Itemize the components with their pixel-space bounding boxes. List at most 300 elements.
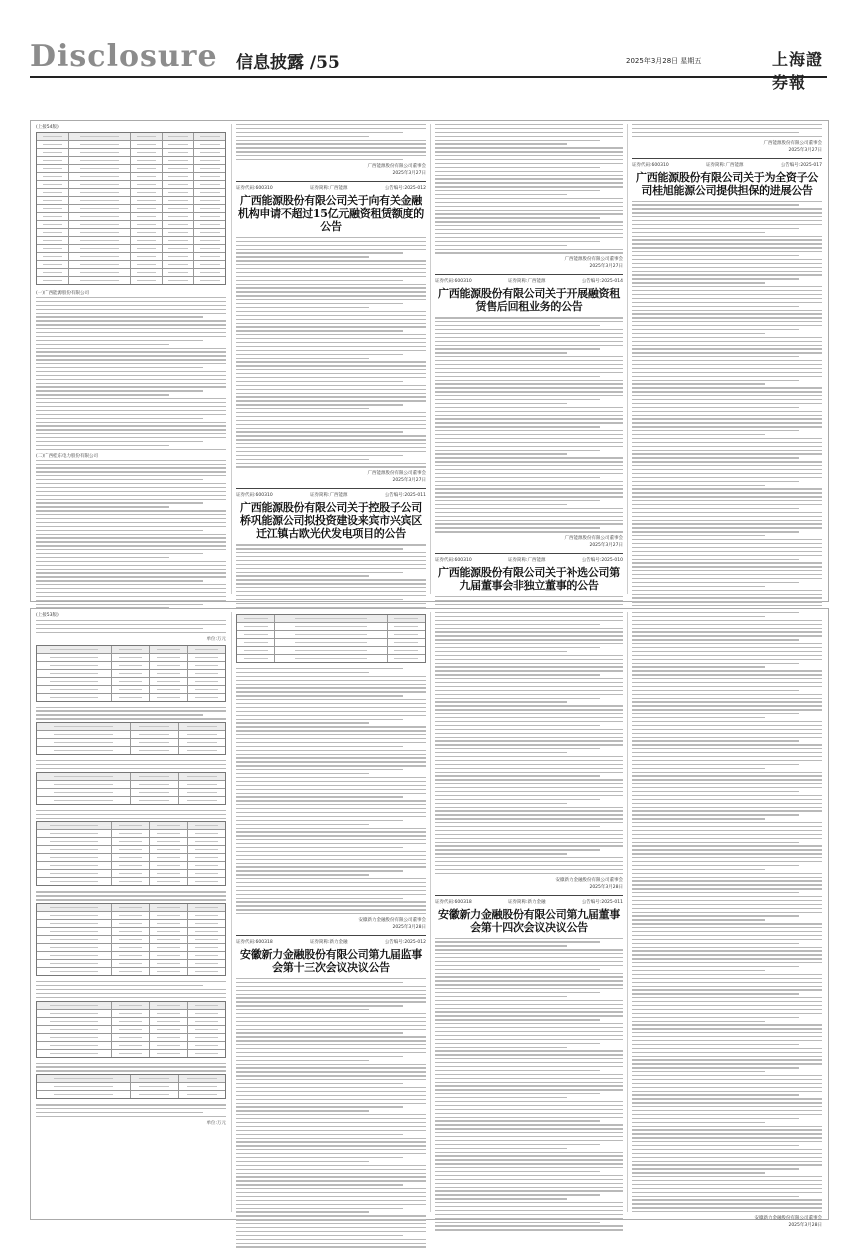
text-line	[236, 287, 426, 288]
text-line	[435, 508, 623, 509]
text-line	[435, 628, 623, 629]
text-line	[236, 1106, 403, 1107]
text-line	[435, 1183, 623, 1184]
text-line	[632, 884, 822, 885]
text-line	[236, 761, 426, 762]
text-line	[36, 297, 226, 298]
top-column-2	[236, 124, 426, 594]
text-line	[36, 760, 226, 761]
text-line	[435, 167, 600, 168]
text-line	[435, 783, 623, 784]
text-line	[632, 1106, 822, 1107]
text-line	[236, 839, 426, 840]
text-line	[36, 549, 226, 550]
text-line	[632, 705, 822, 706]
text-line	[632, 1001, 822, 1002]
text-line	[236, 1157, 403, 1158]
text-line	[435, 849, 600, 850]
text-line	[632, 869, 765, 870]
text-line	[435, 1167, 623, 1168]
text-line	[632, 947, 822, 948]
text-line	[632, 399, 822, 400]
text-line	[36, 895, 226, 896]
text-line	[236, 264, 426, 265]
text-line	[632, 438, 822, 439]
body-text-block	[435, 938, 623, 1231]
text-line	[236, 143, 426, 144]
text-line	[236, 1165, 426, 1166]
text-line	[632, 729, 822, 730]
text-line	[632, 612, 799, 613]
text-line	[435, 345, 623, 346]
body-text-block	[36, 891, 226, 900]
text-line	[632, 779, 822, 780]
text-line	[435, 364, 623, 365]
text-line	[632, 986, 822, 987]
text-line	[435, 1148, 567, 1149]
text-line	[36, 565, 226, 566]
text-line	[435, 399, 600, 400]
text-line	[236, 147, 426, 148]
masthead	[30, 39, 827, 92]
text-line	[632, 1013, 822, 1014]
text-line	[236, 890, 426, 891]
text-line	[236, 1211, 369, 1212]
text-line	[632, 701, 822, 702]
unit-note: 单位:万元	[206, 1120, 226, 1126]
text-line	[632, 768, 765, 769]
text-line	[36, 768, 226, 769]
body-text-block	[36, 1104, 226, 1117]
text-line	[36, 592, 226, 593]
text-line	[435, 686, 623, 687]
text-line	[236, 746, 403, 747]
body-text-block	[632, 612, 822, 1212]
text-line	[36, 624, 226, 625]
text-line	[435, 317, 623, 318]
text-line	[632, 733, 822, 734]
body-text-block	[435, 612, 623, 874]
text-line	[236, 1001, 426, 1002]
text-line	[435, 1190, 623, 1191]
text-line	[632, 348, 822, 349]
text-line	[435, 775, 600, 776]
text-line	[632, 1180, 822, 1181]
signature-block: 广西能源股份有限公司董事会 2025年3月27日	[367, 471, 426, 484]
text-line	[435, 799, 600, 800]
text-line	[236, 155, 426, 156]
notice-title: 安徽新力金融股份有限公司第九届监事会第十三次会议决议公告	[240, 948, 422, 974]
text-line	[36, 348, 226, 349]
text-line	[435, 1039, 623, 1040]
text-line	[632, 597, 822, 598]
text-line	[435, 237, 623, 238]
text-line	[236, 796, 403, 797]
text-line	[632, 1056, 822, 1057]
text-line	[236, 1052, 426, 1053]
text-line	[632, 1063, 822, 1064]
text-line	[236, 1227, 426, 1228]
text-line	[435, 1066, 623, 1067]
text-line	[632, 1017, 799, 1018]
text-line	[632, 1129, 822, 1130]
text-line	[36, 363, 226, 364]
text-line	[236, 909, 426, 910]
text-line	[236, 579, 426, 580]
text-line	[435, 523, 623, 524]
text-line	[632, 243, 822, 244]
text-line	[435, 624, 600, 625]
text-line	[632, 282, 765, 283]
text-line	[632, 274, 822, 275]
text-line	[236, 695, 403, 696]
text-line	[435, 132, 623, 133]
text-line	[435, 725, 600, 726]
text-line	[36, 467, 226, 468]
text-line	[632, 624, 822, 625]
text-line	[236, 354, 403, 355]
text-line	[632, 224, 822, 225]
text-line	[632, 993, 799, 994]
text-line	[236, 568, 426, 569]
text-line	[632, 294, 822, 295]
text-line	[236, 1239, 426, 1240]
text-line	[435, 136, 623, 137]
text-line	[632, 216, 822, 217]
financial-table	[36, 722, 226, 755]
text-line	[435, 869, 623, 870]
text-line	[236, 412, 426, 413]
text-line	[435, 752, 567, 753]
text-line	[236, 820, 403, 821]
text-line	[632, 220, 822, 221]
text-line	[632, 877, 822, 878]
text-line	[236, 583, 426, 584]
text-line	[435, 949, 623, 950]
text-line	[236, 722, 369, 723]
text-line	[236, 1243, 426, 1244]
text-line	[632, 795, 822, 796]
text-line	[236, 268, 426, 269]
text-line	[632, 306, 799, 307]
text-line	[632, 601, 822, 602]
notice-title: 广西能源股份有限公司关于向有关金融机构申请不超过15亿元融资租赁额度的公告	[238, 193, 424, 233]
text-line	[36, 309, 226, 310]
text-line	[632, 1199, 822, 1200]
text-line	[632, 298, 822, 299]
text-line	[632, 520, 822, 521]
text-line	[632, 775, 822, 776]
text-line	[435, 496, 623, 497]
text-line	[632, 1009, 822, 1010]
text-line	[435, 988, 623, 989]
text-line	[36, 1116, 226, 1117]
text-line	[435, 422, 623, 423]
text-line	[435, 663, 623, 664]
text-line	[632, 376, 822, 377]
text-line	[632, 212, 822, 213]
text-line	[435, 957, 623, 958]
text-line	[632, 368, 822, 369]
text-line	[435, 210, 623, 211]
text-line	[435, 1163, 623, 1164]
text-line	[632, 325, 822, 326]
text-line	[236, 1040, 426, 1041]
text-line	[435, 604, 623, 605]
text-line	[36, 422, 226, 423]
text-line	[236, 730, 426, 731]
text-line	[632, 950, 822, 951]
text-line	[632, 387, 822, 388]
text-line	[36, 818, 226, 819]
text-line	[435, 217, 600, 218]
text-line	[435, 1159, 623, 1160]
text-line	[236, 863, 426, 864]
text-line	[36, 569, 226, 570]
text-line	[236, 847, 403, 848]
text-line	[236, 326, 426, 327]
data-table	[236, 614, 426, 663]
text-line	[36, 398, 226, 399]
text-line	[435, 1093, 600, 1094]
text-line	[236, 1079, 426, 1080]
text-line	[632, 678, 822, 679]
text-line	[435, 1062, 623, 1063]
text-line	[236, 1064, 426, 1065]
text-line	[632, 430, 799, 431]
text-line	[435, 190, 600, 191]
text-line	[236, 572, 403, 573]
text-line	[236, 1095, 426, 1096]
text-line	[36, 814, 226, 815]
text-line	[435, 830, 623, 831]
text-line	[632, 380, 799, 381]
text-line	[36, 383, 226, 384]
text-line	[236, 587, 426, 588]
text-line	[36, 390, 203, 391]
text-line	[632, 694, 822, 695]
text-line	[435, 387, 623, 388]
text-line	[435, 1120, 600, 1121]
text-line	[632, 962, 822, 963]
text-line	[632, 271, 822, 272]
text-line	[435, 1000, 623, 1001]
text-line	[236, 843, 426, 844]
text-line	[36, 604, 203, 605]
text-line	[236, 1110, 369, 1111]
text-line	[36, 1066, 226, 1067]
text-line	[435, 635, 623, 636]
text-line	[435, 182, 623, 183]
text-line	[435, 1124, 623, 1125]
body-text-block	[236, 978, 426, 1248]
text-line	[36, 997, 226, 998]
text-line	[36, 899, 226, 900]
text-line	[236, 1036, 426, 1037]
text-line	[36, 981, 226, 982]
text-line	[435, 124, 623, 125]
text-line	[632, 810, 822, 811]
text-line	[36, 576, 226, 577]
text-line	[632, 481, 799, 482]
text-line	[435, 694, 623, 695]
text-line	[632, 1145, 799, 1146]
text-line	[435, 368, 623, 369]
text-line	[632, 422, 822, 423]
text-line	[632, 752, 822, 753]
text-line	[236, 1184, 403, 1185]
text-line	[632, 970, 765, 971]
text-line	[632, 1028, 822, 1029]
signature-block: 安徽新力金融股份有限公司董事会 2025年3月28日	[358, 918, 426, 930]
text-line	[236, 1153, 426, 1154]
text-line	[236, 136, 369, 137]
text-line	[435, 1054, 623, 1055]
body-text-block	[236, 237, 426, 468]
text-line	[632, 477, 822, 478]
text-line	[632, 1149, 822, 1150]
text-line	[632, 698, 822, 699]
text-line	[632, 686, 822, 687]
text-line	[435, 822, 623, 823]
text-line	[236, 365, 426, 366]
text-line	[435, 380, 623, 381]
text-line	[435, 241, 600, 242]
text-line	[435, 996, 567, 997]
text-line	[435, 171, 623, 172]
body-text-block	[36, 620, 226, 633]
text-line	[236, 855, 426, 856]
text-line	[236, 466, 426, 467]
text-line	[36, 561, 226, 562]
text-line	[632, 783, 822, 784]
text-line	[236, 544, 426, 545]
text-line	[435, 527, 600, 528]
text-line	[632, 1203, 822, 1204]
text-line	[435, 1187, 623, 1188]
text-line	[632, 391, 822, 392]
text-line	[36, 718, 226, 719]
text-line	[36, 584, 226, 585]
text-line	[236, 1021, 426, 1022]
text-line	[632, 690, 799, 691]
text-line	[236, 1138, 426, 1139]
text-line	[632, 912, 822, 913]
text-line	[236, 1083, 403, 1084]
text-line	[36, 537, 226, 538]
text-line	[236, 777, 426, 778]
text-line	[632, 407, 799, 408]
text-line	[632, 709, 822, 710]
text-line	[36, 355, 226, 356]
text-line	[632, 826, 822, 827]
continued-header: (上接54版)	[36, 125, 59, 130]
text-line	[435, 128, 623, 129]
text-line	[632, 845, 822, 846]
text-line	[435, 1171, 600, 1172]
text-line	[435, 186, 623, 187]
text-line	[435, 434, 623, 435]
text-line	[632, 360, 822, 361]
text-line	[236, 1099, 426, 1100]
text-line	[632, 228, 799, 229]
text-line	[435, 690, 623, 691]
newspaper-name: 上海證券報	[772, 50, 824, 92]
notice-meta: 证券代码:600318 证券简称:新力金融 公告编号:2025-012	[236, 940, 426, 945]
text-line	[435, 159, 623, 160]
text-line	[435, 1019, 600, 1020]
text-line	[632, 1040, 822, 1041]
text-line	[435, 245, 567, 246]
text-line	[435, 175, 623, 176]
text-line	[632, 647, 822, 648]
text-line	[236, 369, 426, 370]
notice-title: 安徽新力金融股份有限公司第九届董事会第十四次会议决议公告	[438, 907, 620, 934]
text-line	[632, 807, 822, 808]
text-line	[36, 572, 226, 573]
text-line	[36, 305, 226, 306]
text-line	[435, 1136, 623, 1137]
text-line	[632, 488, 822, 489]
text-line	[36, 506, 169, 507]
text-line	[236, 431, 403, 432]
text-line	[435, 178, 623, 179]
text-line	[632, 1126, 822, 1127]
text-line	[632, 383, 765, 384]
body-text-block	[236, 668, 426, 914]
text-line	[435, 426, 600, 427]
text-line	[236, 742, 426, 743]
text-line	[632, 861, 822, 862]
text-line	[632, 725, 822, 726]
body-text-block	[632, 201, 822, 673]
text-line	[632, 974, 822, 975]
text-line	[236, 851, 426, 852]
text-line	[632, 500, 822, 501]
text-line	[435, 651, 567, 652]
signature-block: 广西能源股份有限公司董事会 2025年3月27日	[367, 163, 426, 176]
text-line	[236, 1060, 369, 1061]
financial-table	[36, 1074, 226, 1099]
text-line	[435, 465, 623, 466]
text-line	[236, 726, 426, 727]
text-line	[632, 337, 822, 338]
text-line	[435, 961, 623, 962]
text-line	[236, 773, 369, 774]
text-line	[632, 803, 822, 804]
text-line	[36, 471, 226, 472]
text-line	[36, 891, 226, 892]
text-line	[236, 1126, 426, 1127]
text-line	[236, 812, 426, 813]
text-line	[236, 1048, 426, 1049]
text-line	[435, 670, 623, 671]
text-line	[632, 713, 799, 714]
text-line	[236, 389, 426, 390]
text-line	[632, 1052, 822, 1053]
text-line	[435, 520, 623, 521]
text-line	[36, 1112, 203, 1113]
text-line	[435, 1047, 567, 1048]
text-line	[435, 639, 623, 640]
text-line	[632, 787, 822, 788]
text-line	[632, 551, 822, 552]
text-line	[435, 737, 623, 738]
text-line	[435, 647, 600, 648]
text-line	[236, 1235, 403, 1236]
text-line	[632, 674, 822, 675]
text-line	[632, 834, 822, 835]
